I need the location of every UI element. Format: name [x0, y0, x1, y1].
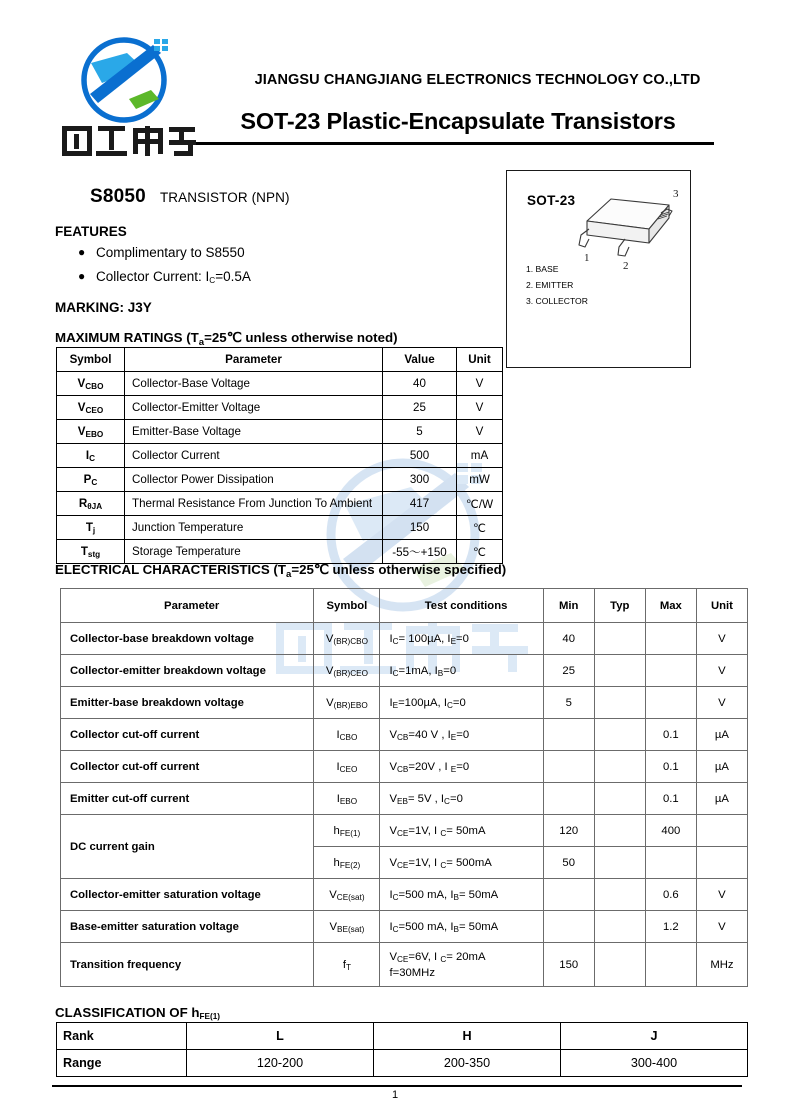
cell-unit: V [696, 879, 747, 911]
cell-unit: V [696, 687, 747, 719]
column-header: Max [645, 589, 696, 623]
cell-symbol: $V_{CBO}$ [57, 372, 125, 396]
cell-max [645, 623, 696, 655]
cell-range: 200-350 [374, 1050, 561, 1077]
cell-max: 1.2 [645, 911, 696, 943]
cell-unit: V [696, 655, 747, 687]
condition-line-2: f=30MHz [389, 966, 435, 979]
cell-value: 5 [383, 420, 457, 444]
column-header: Parameter [61, 589, 314, 623]
table-row [57, 396, 503, 420]
pin-assignment-list [526, 261, 588, 309]
cell-value: 40 [383, 372, 457, 396]
cell-unit [696, 847, 747, 879]
cell-condition: $I_C=1mA$, $I_B=0$ [380, 655, 543, 687]
column-header: Test conditions [380, 589, 543, 623]
cell-condition: $V_{EB}= 5V$ , $I_C=0$ [380, 783, 543, 815]
feature-item [78, 269, 251, 284]
cell-parameter: Collector-emitter saturation voltage [61, 879, 314, 911]
features-heading: FEATURES [55, 224, 127, 239]
cell-condition: $I_C= 100\mu A$, $I_E=0$ [380, 623, 543, 655]
electrical-heading-prefix: ELECTRICAL CHARACTERISTICS (T [55, 562, 286, 577]
table-row [57, 372, 503, 396]
table-row [61, 655, 748, 687]
cell-max: 0.1 [645, 783, 696, 815]
cell-max [645, 655, 696, 687]
cell-parameter: Collector-Base Voltage [125, 372, 383, 396]
cell-typ [594, 879, 645, 911]
table-row [57, 420, 503, 444]
column-header: Unit [696, 589, 747, 623]
pin-number-2: 2 [623, 260, 629, 272]
cell-min [543, 719, 594, 751]
cell-parameter: Emitter cut-off current [61, 783, 314, 815]
cell-parameter: Collector cut-off current [61, 751, 314, 783]
cell-parameter: Collector Current [125, 444, 383, 468]
cell-max [645, 847, 696, 879]
cell-min: 40 [543, 623, 594, 655]
part-identification [90, 186, 290, 208]
cell-symbol: $V_{(BR)CBO}$ [314, 623, 380, 655]
cell-parameter: Storage Temperature [125, 540, 383, 564]
package-diagram-box [506, 170, 691, 368]
cell-typ [594, 655, 645, 687]
electrical-heading-sub: a [285, 569, 292, 580]
feature-text-tail: =0.5A [215, 269, 251, 284]
cell-typ [594, 943, 645, 987]
cell-unit: ℃/W [457, 492, 503, 516]
cell-unit: µA [696, 783, 747, 815]
cell-condition: $V_{CB}=40$ V , $I_E=0$ [380, 719, 543, 751]
cell-unit: V [457, 372, 503, 396]
cell-symbol: $V_{BE(sat)}$ [314, 911, 380, 943]
table-row [61, 751, 748, 783]
electrical-heading [55, 562, 506, 580]
row-header-range: Range [57, 1050, 187, 1077]
pin-number-3: 3 [673, 188, 679, 200]
cell-symbol: $V_{EBO}$ [57, 420, 125, 444]
cell-condition: $I_E=100\mu A$, $I_C=0$ [380, 687, 543, 719]
cell-value: 150 [383, 516, 457, 540]
cell-typ [594, 719, 645, 751]
cell-min: 50 [543, 847, 594, 879]
table-row [61, 687, 748, 719]
cell-symbol: $R_{\theta JA}$ [57, 492, 125, 516]
cell-parameter: Thermal Resistance From Junction To Ambient [125, 492, 383, 516]
table-row [61, 623, 748, 655]
table-row [61, 879, 748, 911]
cell-value: -55〜+150 [383, 540, 457, 564]
pin-item: 2. EMITTER [526, 280, 574, 290]
package-name: SOT-23 [527, 193, 576, 208]
cell-rank: J [561, 1023, 748, 1050]
cell-range: 300-400 [561, 1050, 748, 1077]
cell-value: 417 [383, 492, 457, 516]
cell-min [543, 879, 594, 911]
cell-symbol: $I_C$ [57, 444, 125, 468]
table-row [57, 492, 503, 516]
cell-symbol: $h_{FE(1)}$ [314, 815, 380, 847]
cell-condition [380, 943, 543, 987]
cell-symbol: $V_{CE(sat)}$ [314, 879, 380, 911]
cell-typ [594, 687, 645, 719]
cell-unit: µA [696, 751, 747, 783]
cell-typ [594, 751, 645, 783]
cell-typ [594, 847, 645, 879]
part-type: TRANSISTOR (NPN) [159, 190, 290, 205]
max-ratings-heading-prefix: MAXIMUM RATINGS (T [55, 330, 199, 345]
table-row [57, 1023, 748, 1050]
cell-value: 300 [383, 468, 457, 492]
cell-unit: V [457, 420, 503, 444]
column-header: Unit [457, 348, 503, 372]
table-row [57, 468, 503, 492]
table-row [61, 719, 748, 751]
cell-unit: V [457, 396, 503, 420]
cell-min [543, 751, 594, 783]
bullet-icon: ● [78, 269, 86, 283]
cell-range: 120-200 [187, 1050, 374, 1077]
cell-unit: ℃ [457, 516, 503, 540]
max-ratings-heading-sub: a [198, 337, 205, 348]
feature-text: Complimentary to S8550 [96, 245, 245, 260]
marking-line [55, 300, 152, 315]
column-header: Symbol [57, 348, 125, 372]
cell-max: 0.1 [645, 719, 696, 751]
cell-max: 0.6 [645, 879, 696, 911]
column-header: Parameter [125, 348, 383, 372]
page-number: 1 [391, 1089, 399, 1101]
cell-min: 25 [543, 655, 594, 687]
page-header [0, 0, 790, 160]
cell-unit: MHz [696, 943, 747, 987]
cell-unit: V [696, 623, 747, 655]
cell-min [543, 911, 594, 943]
cell-parameter: Collector-base breakdown voltage [61, 623, 314, 655]
cell-max: 0.1 [645, 751, 696, 783]
cell-parameter: Transition frequency [61, 943, 314, 987]
marking-label: MARKING: [55, 300, 124, 315]
table-row [61, 815, 748, 847]
cell-max: 400 [645, 815, 696, 847]
cell-max [645, 943, 696, 987]
table-header-row [57, 348, 503, 372]
cell-parameter: Collector cut-off current [61, 719, 314, 751]
classification-heading-prefix: CLASSIFICATION OF h [55, 1005, 200, 1020]
cell-symbol: $h_{FE(2)}$ [314, 847, 380, 879]
cell-unit: mW [457, 468, 503, 492]
classification-heading-sub: FE(1) [199, 1012, 221, 1021]
table-row [57, 1050, 748, 1077]
company-name: JIANGSU CHANGJIANG ELECTRONICS TECHNOLOGY CO.,LTD [254, 72, 701, 88]
cell-rank: H [374, 1023, 561, 1050]
classification-table [56, 1022, 748, 1077]
cell-symbol: $P_C$ [57, 468, 125, 492]
page-title: SOT-23 Plastic-Encapsulate Transistors [240, 108, 676, 134]
cell-symbol: $I_{CBO}$ [314, 719, 380, 751]
cell-typ [594, 623, 645, 655]
cell-condition: $V_{CB}=20V$ , I $_E$=0 [380, 751, 543, 783]
row-header-rank: Rank [57, 1023, 187, 1050]
table-row [57, 540, 503, 564]
cell-unit [696, 815, 747, 847]
condition-line-1: $V_{CE}=6V$, I $_C$= 20mA [389, 950, 486, 964]
max-ratings-heading [55, 330, 398, 348]
bullet-icon: ● [78, 245, 86, 259]
feature-text: Collector Current: I [96, 269, 210, 284]
cell-symbol: $V_{CEO}$ [57, 396, 125, 420]
column-header: Typ [594, 589, 645, 623]
pin-item: 1. BASE [526, 264, 559, 274]
cell-parameter: Collector-Emitter Voltage [125, 396, 383, 420]
footer-divider [52, 1085, 742, 1087]
cell-min: 5 [543, 687, 594, 719]
cell-min: 150 [543, 943, 594, 987]
title-underline [196, 142, 714, 145]
cell-unit: ℃ [457, 540, 503, 564]
table-row [57, 444, 503, 468]
electrical-heading-suffix: =25℃ unless otherwise specified) [291, 562, 507, 577]
column-header: Value [383, 348, 457, 372]
table-row [57, 516, 503, 540]
cell-condition: $V_{CE}=1V$, I $_C$= 500mA [380, 847, 543, 879]
feature-text-sub: C [209, 276, 216, 285]
cell-rank: L [187, 1023, 374, 1050]
cell-symbol: $T_{stg}$ [57, 540, 125, 564]
cell-parameter: Collector Power Dissipation [125, 468, 383, 492]
cell-unit: mA [457, 444, 503, 468]
cell-max [645, 687, 696, 719]
column-header: Symbol [314, 589, 380, 623]
cell-typ [594, 911, 645, 943]
cell-value: 25 [383, 396, 457, 420]
cell-unit: V [696, 911, 747, 943]
cell-condition: $V_{CE}=1V$, I $_C$= 50mA [380, 815, 543, 847]
cell-parameter: Base-emitter saturation voltage [61, 911, 314, 943]
pin-item: 3. COLLECTOR [526, 296, 588, 306]
table-row [61, 911, 748, 943]
cell-parameter: Collector-emitter breakdown voltage [61, 655, 314, 687]
cell-symbol: $V_{(BR)EBO}$ [314, 687, 380, 719]
part-number: S8050 [90, 186, 146, 207]
cell-symbol: $T_j$ [57, 516, 125, 540]
cell-unit: µA [696, 719, 747, 751]
table-row [61, 943, 748, 987]
feature-item [78, 245, 245, 260]
cell-min [543, 783, 594, 815]
cell-parameter: Emitter-Base Voltage [125, 420, 383, 444]
cell-symbol: $I_{CEO}$ [314, 751, 380, 783]
company-logo [56, 34, 196, 164]
cell-symbol: $I_{EBO}$ [314, 783, 380, 815]
table-header-row [61, 589, 748, 623]
cell-parameter: Junction Temperature [125, 516, 383, 540]
cell-condition: $I_C=500$ mA, $I_B= 50mA$ [380, 911, 543, 943]
cell-value: 500 [383, 444, 457, 468]
max-ratings-heading-suffix: =25℃ unless otherwise noted) [204, 330, 398, 345]
maximum-ratings-table [56, 347, 503, 564]
cell-typ [594, 815, 645, 847]
classification-heading [55, 1005, 220, 1020]
electrical-characteristics-table [60, 588, 748, 987]
column-header: Min [543, 589, 594, 623]
pin-number-1: 1 [584, 252, 590, 264]
cell-parameter: Emitter-base breakdown voltage [61, 687, 314, 719]
cell-typ [594, 783, 645, 815]
table-row [61, 783, 748, 815]
cell-symbol: $f_T$ [314, 943, 380, 987]
cell-parameter: DC current gain [61, 815, 314, 879]
cell-condition: $I_C=500$ mA, $I_B= 50mA$ [380, 879, 543, 911]
cell-symbol: $V_{(BR)CEO}$ [314, 655, 380, 687]
marking-value: J3Y [127, 300, 152, 315]
cell-min: 120 [543, 815, 594, 847]
